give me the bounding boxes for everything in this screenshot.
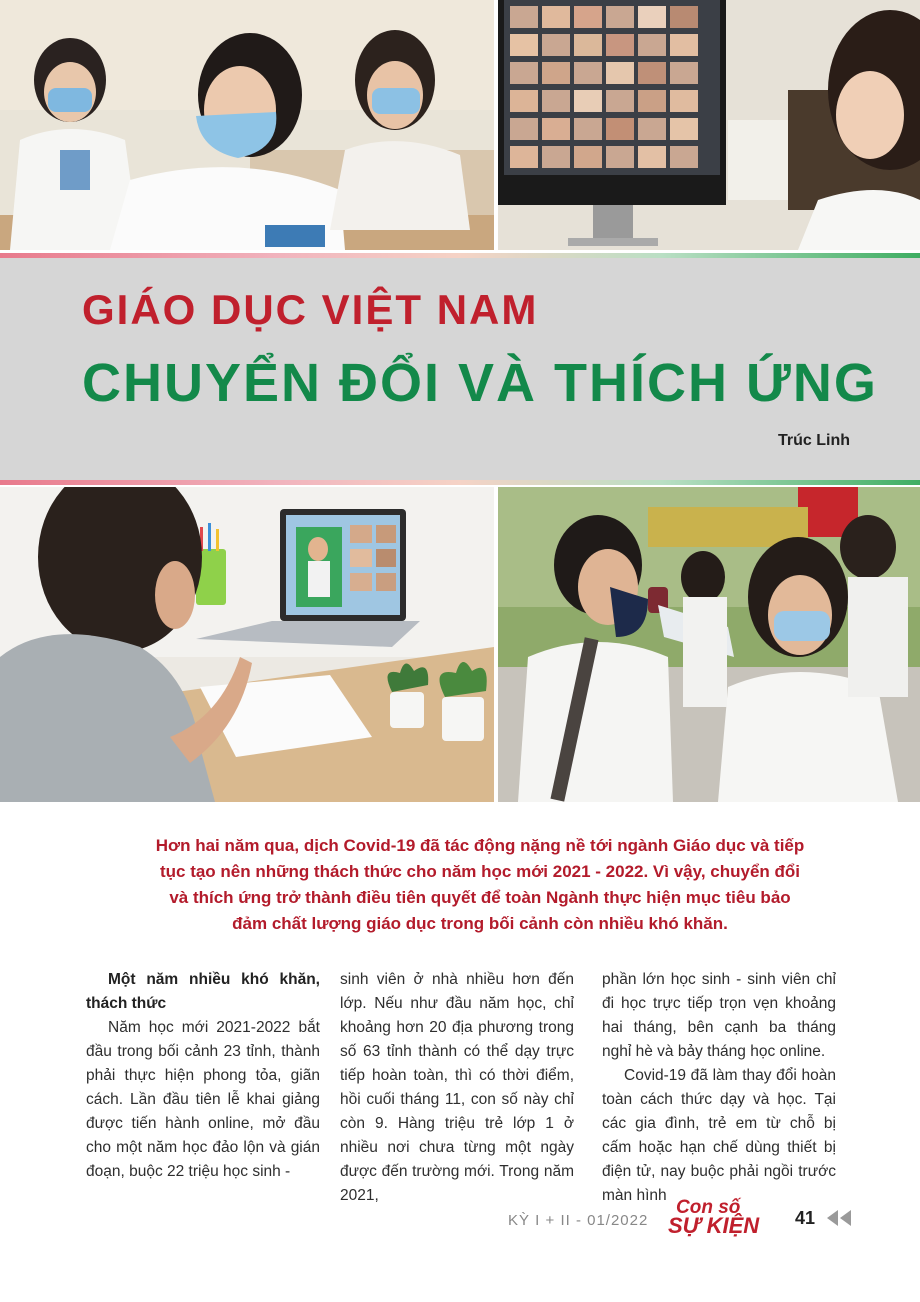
page-number: 41 [795,1208,816,1228]
body-paragraph: Covid-19 đã làm thay đổi hoàn toàn cách thức dạy và học. Tại các gia đình, trẻ em từ chỗ bị cấm hoặc hạn chế dùng thiết bị điện tử, nay buộc phải ngồi trước màn hình [602,1067,836,1204]
body-paragraph: Năm học mới 2021-2022 bắt đầu trong bối cảnh 23 tỉnh, thành phải thực hiện phong tỏa, giãn cách. Lần đầu tiên lễ khai giảng được tiến hành online, mở đầu cho một năm học đảo lộn và gián đoạn, buộc 22 triệu học sinh - [86,1019,320,1180]
body-column-1 [86,968,320,1184]
article-author: Trúc Linh [778,432,850,449]
body-paragraph: sinh viên ở nhà nhiều hơn đến lớp. Nếu như đầu năm học, chỉ khoảng hơn 20 địa phương trong số 63 tỉnh thành có thể dạy trực tiếp hoàn toàn, thì có thời điểm, hồi cuối tháng 11, con số này chỉ còn 9. Hàng triệu trẻ lớp 1 ở nhiều nơi chưa từng một ngày được đến trường mới. Trong năm 2021, [340,971,574,1204]
logo-text-top: Con số [676,1197,741,1218]
logo-text-bottom: SỰ KIỆN [668,1213,760,1238]
photo-online-class-monitor [498,0,920,250]
photo-students-masks [0,0,494,250]
photo-girl-laptop [0,487,494,802]
section-heading: Một năm nhiều khó khăn, thách thức [86,971,320,1012]
body-column-2 [340,968,574,1208]
title-band-bottom-rule [0,480,920,485]
issue-label: KỲ I + II - 01/2022 [508,1212,649,1229]
body-column-3 [602,968,836,1208]
photo-temperature-check [498,487,920,802]
article-lead: Hơn hai năm qua, dịch Covid-19 đã tác động nặng nề tới ngành Giáo dục và tiếp tục tạo nên những thách thức cho năm học mới 2021 - 2022. Vì vậy, chuyển đổi và thích ứng trở thành điều tiên quyết để toàn Ngành thực hiện mục tiêu bảo đảm chất lượng giáo dục trong bối cảnh còn nhiều khó khăn. [155,836,805,933]
article-title-line1: GIÁO DỤC VIỆT NAM [82,286,539,333]
article-title-line2: CHUYỂN ĐỔI VÀ THÍCH ỨNG [82,353,878,413]
magazine-logo [668,1197,786,1238]
page-arrows-icon [826,1209,852,1227]
body-paragraph: phần lớn học sinh - sinh viên chỉ đi học trực tiếp trọn vẹn khoảng hai tháng, bên cạnh ba tháng nghỉ hè và bảy tháng học online. [602,971,836,1060]
